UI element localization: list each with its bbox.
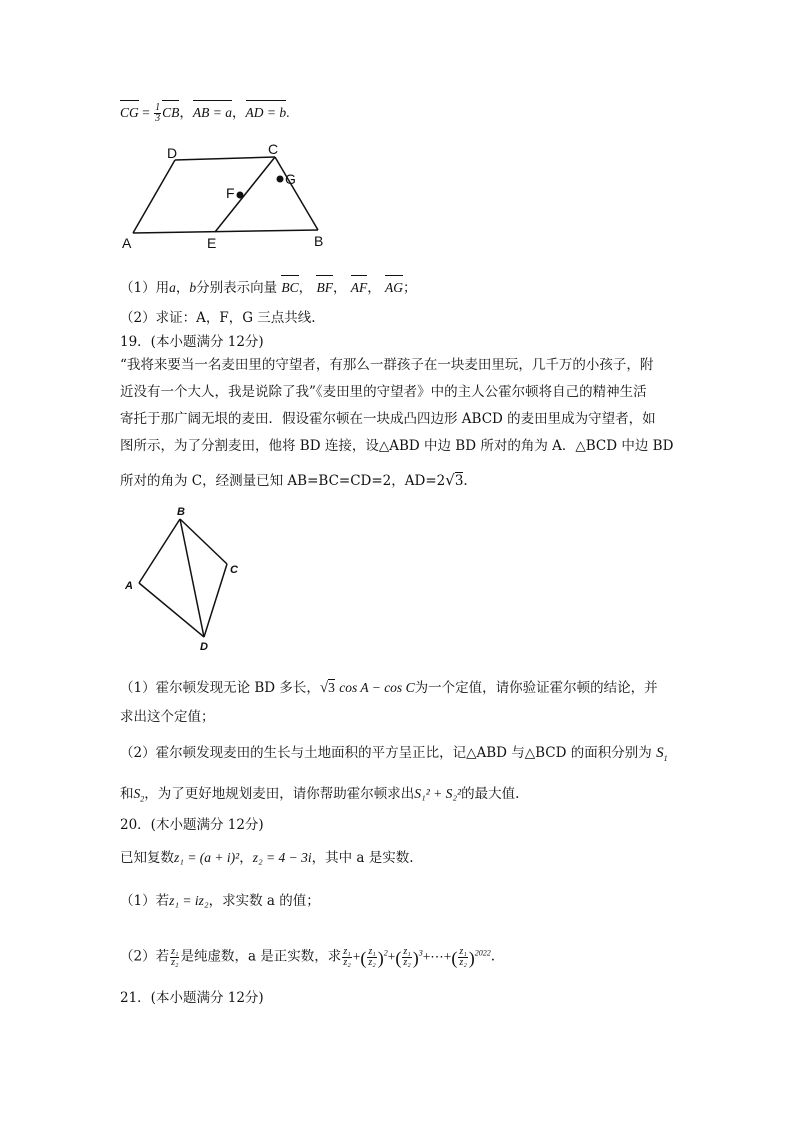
two-root-three: 2√3 [436,471,464,489]
label-a: A [125,580,133,592]
edge-ab [133,230,318,233]
vector-definition-line: CG = $\frac{1}{3}$ CB，AB = a，AD = b. [120,102,290,125]
p19-question-1: （1）霍尔顿发现无论 BD 多长，√3 cos A − cos C为一个定值，请你验证霍尔顿的结论，并 [120,680,658,696]
point-f [237,192,244,199]
edge-da [133,160,175,233]
p19-para-line-5: 所对的角为 C，经测量已知 AB=BC=CD=2，AD=2√3. [120,471,468,489]
vector-bc: BC [281,278,298,298]
label-c: C [230,564,238,576]
vector-af: AF [351,278,368,298]
label-d: D [167,145,178,161]
vector-bf: BF [316,278,333,298]
quadrilateral-figure [120,503,245,653]
p19-para-line-3: 寄托于那广阔无垠的麦田．假设霍尔顿在一块成凸四边形 ABCD 的麦田里成为守望者，如 [120,411,656,427]
label-c: C [268,141,279,157]
power-series: $\frac{\text{z₁}}{\text{z₂}}$ +( $\frac{\text{z₁}}{\text{z₂}}$ )$^2$+( $\frac{\text{z₁}}{\text{z₂}}$ )$^3$+⋯+( $\frac{\text{z₁}}{\text{z₂}}$ )$^{2022}$ [343,945,491,968]
p18-question-2: （2）求证：A，F，G 三点共线. [120,310,316,326]
edge-cb [275,157,318,230]
edge-cd [204,564,227,637]
vector-ag: AG [385,278,403,298]
vector-cb: CB [162,103,179,123]
fraction-one-third: $\frac{1}{3}$ [155,102,161,125]
point-g [277,176,284,183]
p19-para-line-1: “我将来要当一名麦田里的守望者，有那么一群孩子在一块麦田里玩，几千万的小孩子，附 [120,357,654,373]
s2-symbol: $S_2$ [133,786,145,804]
label-a: A [122,235,132,251]
vector-cg: CG [120,103,139,123]
p20-header: 20．(木小题满分 12分) [120,817,264,833]
label-b: B [314,233,324,249]
sum-of-squares: S₁² + S₂² [414,786,462,801]
p19-question-2: （2）霍尔顿发现麦田的生长与土地面积的平方呈正比，记△ABD 与△BCD 的面积分别为 $S_1$ [120,745,668,763]
label-e: E [207,235,217,251]
segment-ec [215,157,275,232]
label-f: F [226,185,235,201]
p19-para-line-2: 近没有一个大人，我是说除了我”《麦田里的守望者》中的主人公霍尔顿将自己的精神生活 [120,384,647,400]
p18-question-1: （1）用a，b分别表示向量 BC， BF， AF， AG； [120,280,417,296]
root-three: √3 [319,680,335,696]
vector-ab-eq: AB = a [193,103,232,123]
z2-definition: z₂ = 4 − 3i [252,850,312,865]
edge-dc [175,157,275,160]
p19-para-line-4: 图所示，为了分割麦田，他将 BD 连接，设△ABD 中边 BD 所对的角为 A．△BCD 中边 BD [120,438,674,454]
z1-eq-iz2: z₁ = iz₂ [169,893,209,908]
p21-header: 21．(本小题满分 12分) [120,990,264,1006]
p19-header: 19．(本小题满分 12分) [120,334,264,350]
p20-question-2: （2）若 $\frac{\text{z₁}}{\text{z₂}}$ 是纯虚数，a 是正实数，求 $\frac{\text{z₁}}{\text{z₂}}$ +( $\frac{\text{z₁}}{\text{z₂}}$ )$^2$+( $\frac{\text{z₁}}{\text{z₂}}$ )$^3$+⋯+( $\frac{\text{z₁}}{\text{z₂}}$ )$^{2022}$. [120,945,496,968]
trapezoid-figure [118,140,338,255]
p20-question-1: （1）若z₁ = iz₂，求实数 a 的值； [120,893,320,909]
vector-ad-eq: AD = b [246,103,287,123]
edge-ab [139,519,180,583]
label-b: B [177,506,185,518]
s1-symbol: $S_1$ [656,745,668,763]
fraction-z1-z2: $\frac{\text{z₁}}{\text{z₂}}$ [171,945,179,968]
z1-definition: z₁ = (a + i)² [174,850,240,865]
cos-expression: cos A − cos C [339,680,415,695]
p19-question-2-cont: 和$S_2$，为了更好地规划麦田，请你帮助霍尔顿求出S₁² + S₂²的最大值. [120,786,520,804]
p20-given: 已知复数z₁ = (a + i)²，z₂ = 4 − 3i，其中 a 是实数. [120,850,414,866]
p19-question-1-cont: 求出这个定值； [120,709,215,725]
label-g: G [285,171,296,187]
label-d: D [200,641,208,653]
